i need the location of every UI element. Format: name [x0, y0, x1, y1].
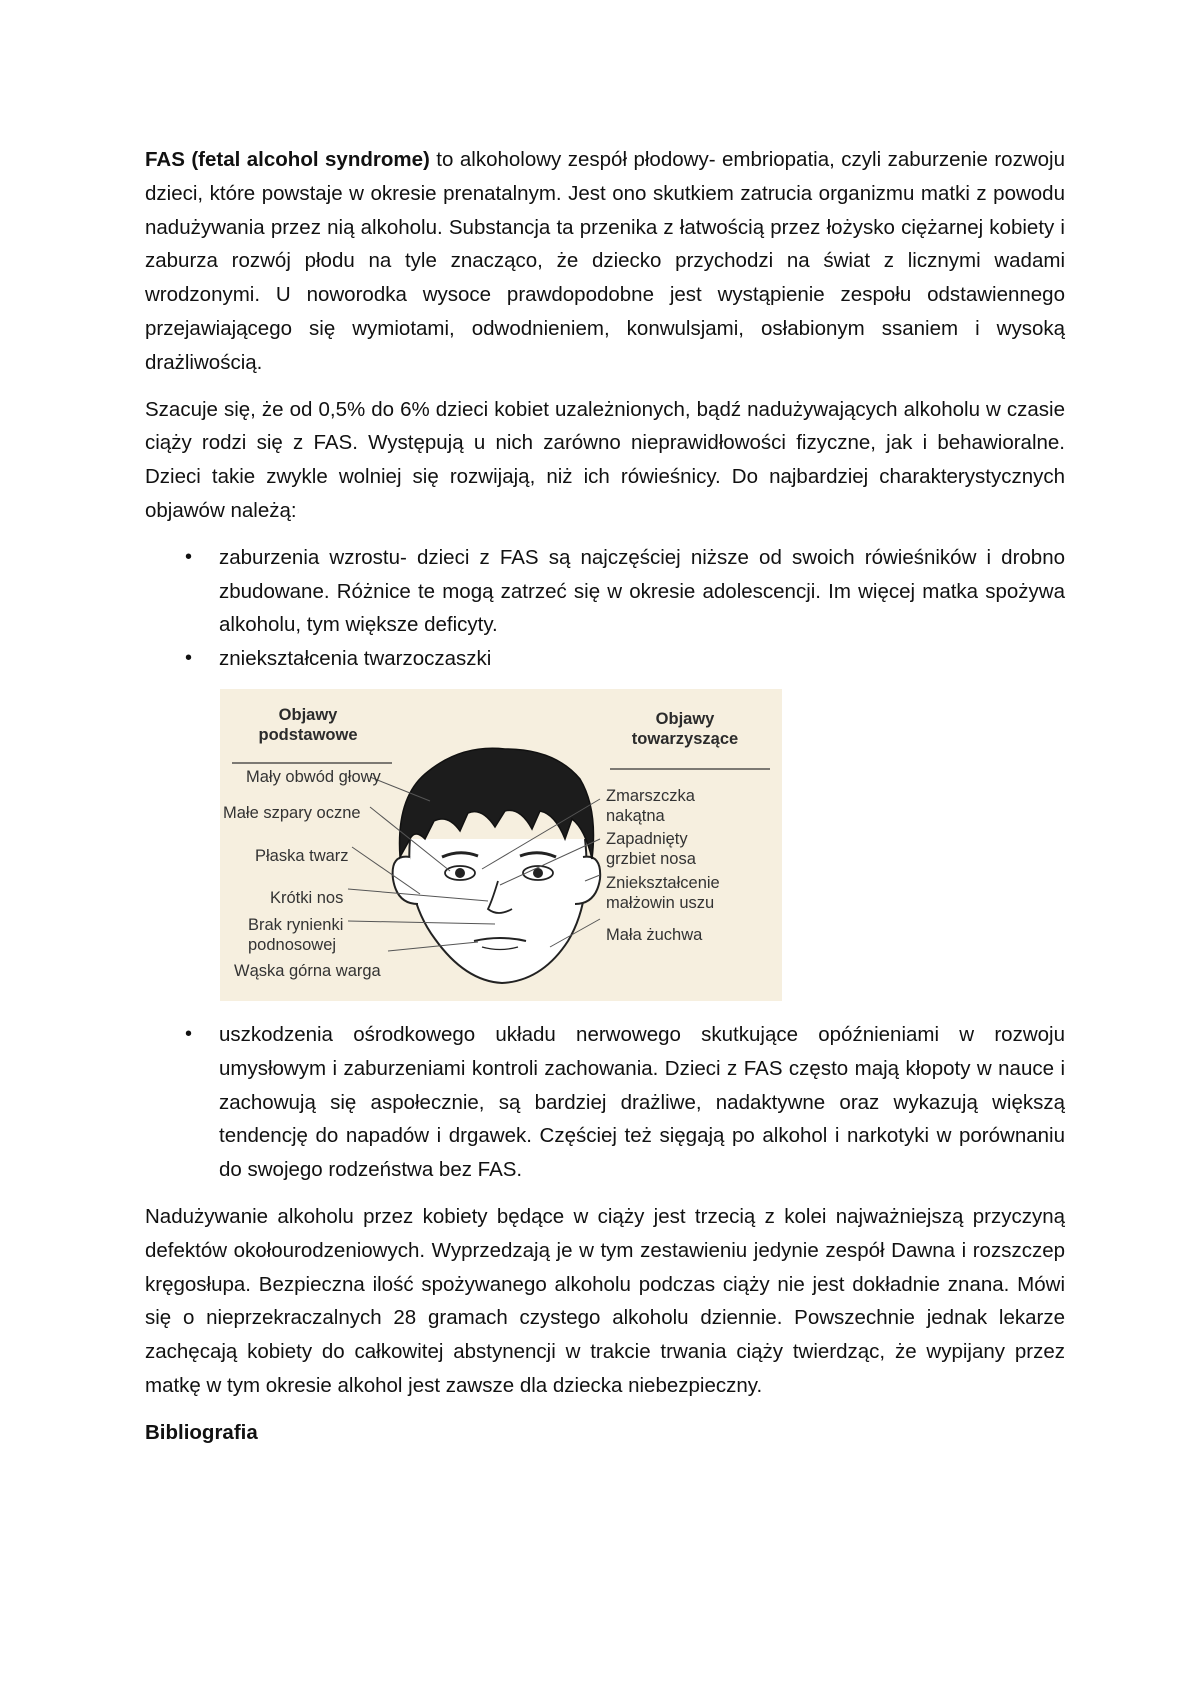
label-waska-gorna-warga: Wąska górna warga: [234, 961, 381, 980]
list-item: [145, 541, 1065, 642]
symptom-list-continued: [145, 1018, 1065, 1187]
label-maly-obwod-glowy: Mały obwód głowy: [246, 767, 381, 786]
label-grzbiet-nosa: grzbiet nosa: [606, 849, 696, 868]
left-heading-line: podstawowe: [258, 725, 358, 744]
right-heading: [625, 709, 745, 749]
right-heading-line: Objawy: [655, 709, 715, 728]
list-item-text: zaburzenia wzrostu- dzieci z FAS są najczęściej niższe od swoich rówieśników i drobno zbudowane. Różnice te mogą zatrzeć się w okresie adolescencji. Im więcej matka spożywa alkoholu, tym większe deficyty.: [219, 545, 1065, 637]
label-nakatna: nakątna: [606, 806, 665, 825]
figure-container: [145, 676, 1065, 1018]
list-item-text: uszkodzenia ośrodkowego układu nerwowego skutkujące opóźnieniami w rozwoju umysłowym i zaburzeniami kontroli zachowania. Dzieci z FAS często mają kłopoty w nauce i zachowują się aspołecznie, są bardziej drażliwe, nadaktywne oraz wykazują większą tendencję do napadów i drgawek. Częściej też sięgają po alkohol i narkotyki w porównaniu do swojego rodzeństwa bez FAS.: [219, 1022, 1065, 1182]
label-male-szpary-oczne: Małe szpary oczne: [223, 803, 361, 822]
label-podnosowej: podnosowej: [248, 935, 337, 954]
label-malzowin-uszu: małżowin uszu: [606, 893, 715, 912]
label-mala-zuchwa: Mała żuchwa: [606, 925, 703, 944]
label-krotki-nos: Krótki nos: [270, 888, 344, 907]
left-heading: [258, 705, 358, 745]
list-item-text: zniekształcenia twarzoczaszki: [219, 647, 492, 671]
causes-paragraph: Nadużywanie alkoholu przez kobiety będące w ciąży jest trzecią z kolei najważniejszą przyczyną defektów okołourodzeniowych. Wyprzedzają je w tym zestawieniu jedynie zespół Dawna i rozszczep kręgosłupa. Bezpieczna ilość spożywanego alkoholu podczas ciąży nie jest dokładnie znana. Mówi się o nieprzekraczalnych 28 gramach czystego alkoholu dziennie. Powszechnie jednak lekarze zachęcają kobiety do całkowitej abstynencji w trakcie trwania ciąży twierdząc, że wypijany przez matkę w tym okresie alkohol jest zawsze dla dziecka niebezpieczny.: [145, 1204, 1065, 1397]
fas-term: FAS (fetal alcohol syndrome): [145, 148, 430, 171]
left-heading-line: Objawy: [278, 705, 338, 724]
bullet-icon: •: [185, 1022, 193, 1045]
label-znieksztalcenie: Zniekształcenie: [606, 873, 720, 892]
bibliography-heading: Bibliografia: [145, 1420, 258, 1444]
intro-text: to alkoholowy zespół płodowy- embriopatia, czyli zaburzenie rozwoju dzieci, które powstaje w okresie prenatalnym. Jest ono skutkiem zatrucia organizmu matki z powodu nadużywania przez nią alkoholu. Substancja ta przenika z łatwością przez łożysko ciężarnej kobiety i zaburza rozwój płodu na tyle znacząco, że dziecko przychodzi na świat z licznymi wadami wrodzonymi. U noworodka wysoce prawdopodobne jest wystąpienie zespołu odstawiennego przejawiającego się wymiotami, odwodnieniem, konwulsjami, osłabionym ssaniem i wysoką drażliwością.: [145, 148, 1065, 374]
right-heading-line: towarzyszące: [631, 729, 739, 748]
list-item: [145, 1018, 1065, 1187]
label-zmarszczka: Zmarszczka: [606, 786, 695, 805]
label-zapadniety: Zapadnięty: [606, 829, 688, 848]
fas-face-figure: [220, 689, 782, 1001]
document-body: [145, 143, 1065, 1450]
intro-paragraph: [145, 143, 1065, 380]
prevalence-paragraph: Szacuje się, że od 0,5% do 6% dzieci kobiet uzależnionych, bądź nadużywających alkoholu w czasie ciąży rodzi się z FAS. Występują u nich zarówno nieprawidłowości fizyczne, jak i behawioralne. Dzieci takie zwykle wolniej się rozwijają, niż ich rówieśnicy. Do najbardziej charakterystycznych objawów należą:: [145, 397, 1065, 522]
bullet-icon: •: [185, 647, 193, 670]
symptom-list: [145, 541, 1065, 676]
list-item: [145, 642, 1065, 676]
label-plaska-twarz: Płaska twarz: [255, 846, 349, 865]
label-brak-rynienki: Brak rynienki: [248, 915, 344, 934]
bullet-icon: •: [185, 545, 193, 568]
